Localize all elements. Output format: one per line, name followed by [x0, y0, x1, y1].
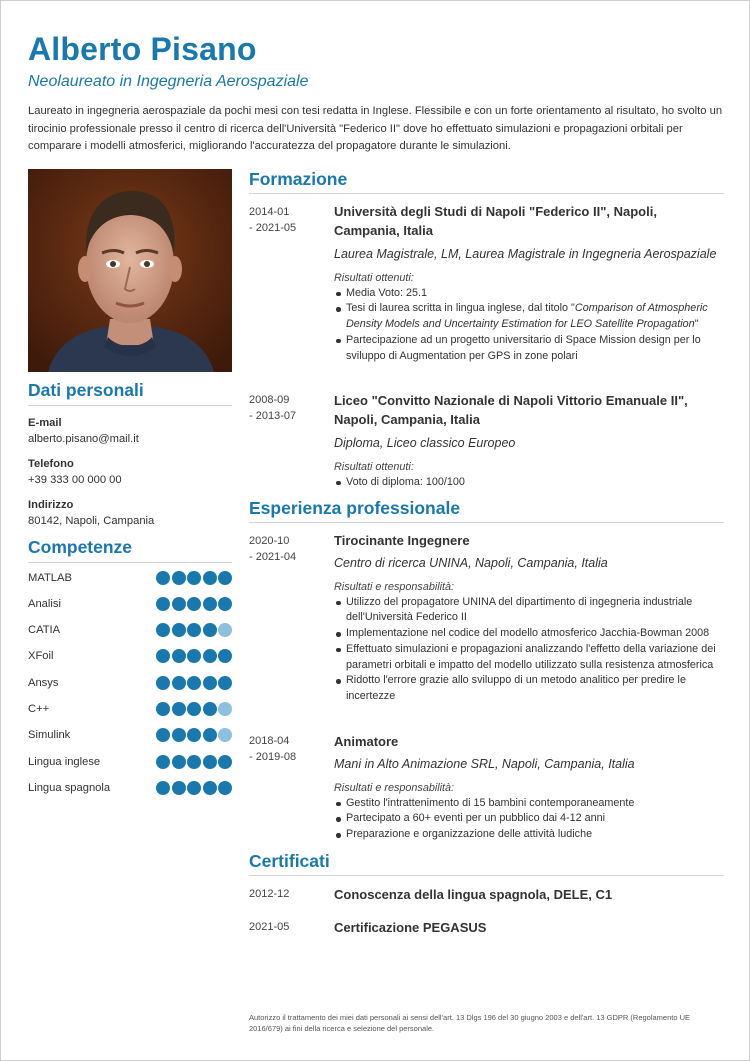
skill-level: [156, 623, 232, 637]
list-item: Partecipazione ad un progetto universitario di Space Mission design per lo sviluppo di Augmentation per GPS in zone polari: [334, 333, 726, 365]
degree-name: Diploma, Liceo classico Europeo: [334, 436, 516, 450]
institution-name: Liceo "Convitto Nazionale di Napoli Vittorio Emanuale II", Napoli, Campania, Italia: [334, 393, 688, 427]
address-label: Indirizzo: [28, 499, 74, 511]
skill-dot-filled: [187, 676, 201, 690]
personal-data-heading: Dati personali: [28, 380, 144, 400]
responsibilities-list: [334, 796, 726, 843]
skill-row: [28, 623, 232, 639]
skill-dot-filled: [156, 676, 170, 690]
certificate-date: 2012-12: [249, 888, 290, 900]
education-date: [249, 392, 296, 424]
list-item: Utilizzo del propagatore UNINA del dipartimento di ingegneria industriale dell'Università Federico II: [334, 595, 726, 627]
skill-dot-filled: [203, 676, 217, 690]
skill-level: [156, 676, 232, 690]
skill-dot-filled: [172, 571, 186, 585]
skill-dot-filled: [156, 702, 170, 716]
phone-label: Telefono: [28, 458, 74, 470]
skill-dot-filled: [187, 781, 201, 795]
skill-level: [156, 755, 232, 769]
skill-name: Simulink: [28, 729, 71, 741]
skill-dot-filled: [172, 676, 186, 690]
phone-value: +39 333 00 000 00: [28, 474, 122, 486]
responsibilities-label: Risultati e responsabilità:: [334, 781, 455, 794]
skill-dot-empty: [218, 702, 232, 716]
list-item: Tesi di laurea scritta in lingua inglese, dal titolo "Comparison of Atmospheric Density Models and Uncertainty Estimation for LEO Satellite Propagation": [334, 301, 726, 333]
skill-dot-filled: [156, 649, 170, 663]
skill-dot-filled: [172, 781, 186, 795]
skill-dot-filled: [172, 623, 186, 637]
skill-level: [156, 702, 232, 716]
skill-dot-filled: [156, 571, 170, 585]
skill-row: [28, 728, 232, 744]
skill-dot-filled: [187, 623, 201, 637]
education-entry: [334, 391, 726, 490]
skill-dot-filled: [203, 623, 217, 637]
skill-dot-filled: [218, 755, 232, 769]
skill-dot-filled: [203, 649, 217, 663]
email-value: alberto.pisano@mail.it: [28, 433, 139, 445]
results-list: [334, 475, 726, 491]
skill-dot-filled: [156, 755, 170, 769]
list-item: Voto di diploma: 100/100: [334, 475, 726, 491]
education-date: [249, 204, 296, 236]
skill-dot-filled: [187, 597, 201, 611]
divider: [28, 562, 232, 563]
list-item: Effettuato simulazioni e propagazioni analizzando l'effetto della variazione dei parametri orbitali e impatto del modello utilizzato sulla resistenza atmosferica: [334, 642, 726, 674]
degree-name: Laurea Magistrale, LM, Laurea Magistrale in Ingegneria Aerospaziale: [334, 247, 717, 261]
skill-dot-filled: [156, 597, 170, 611]
list-item: Partecipato a 60+ eventi per un pubblico dai 4-12 anni: [334, 811, 726, 827]
skill-name: CATIA: [28, 624, 61, 636]
skill-dot-filled: [172, 728, 186, 742]
education-entry: [334, 202, 726, 364]
list-item: Preparazione e organizzazione delle attività ludiche: [334, 827, 726, 843]
skill-row: [28, 597, 232, 613]
date-start: 2008-09: [249, 394, 290, 406]
skill-dot-filled: [172, 755, 186, 769]
skill-row: [28, 702, 232, 718]
skill-dot-filled: [203, 728, 217, 742]
skill-name: Ansys: [28, 677, 59, 689]
skill-level: [156, 728, 232, 742]
results-label: Risultati ottenuti:: [334, 271, 414, 284]
profile-summary: Laureato in ingegneria aerospaziale da pochi mesi con tesi redatta in Inglese. Flessibile e con un forte orientamento al risultato, ho svolto un tirocinio professionale presso il centro di ricerca dell'Università "Federico II" dove ho effettuato simulazioni e propagazioni orbitali per comparare i modelli atmosferici, migliorando l'accuratezza del propagatore durante le simulazioni.: [28, 105, 723, 152]
divider: [249, 522, 724, 523]
responsibilities-label: Risultati e responsabilità:: [334, 580, 455, 593]
skill-level: [156, 571, 232, 585]
experience-entry: [334, 531, 726, 705]
certificate-title: Certificazione PEGASUS: [334, 920, 487, 935]
list-item: Media Voto: 25.1: [334, 286, 726, 302]
skill-dot-empty: [218, 623, 232, 637]
results-label: Risultati ottenuti:: [334, 460, 414, 473]
skill-dot-filled: [187, 755, 201, 769]
skills-heading: Competenze: [28, 537, 133, 557]
skill-level: [156, 781, 232, 795]
skill-name: Lingua spagnola: [28, 782, 111, 794]
skill-dot-filled: [218, 781, 232, 795]
skill-dot-filled: [187, 728, 201, 742]
skill-dot-filled: [156, 623, 170, 637]
skill-name: MATLAB: [28, 572, 72, 584]
thesis-title: Comparison of Atmospheric Density Models and Uncertainty Estimation for LEO Satellite Propagation: [346, 302, 708, 331]
experience-heading: Esperienza professionale: [249, 498, 461, 518]
date-end: - 2013-07: [249, 410, 297, 422]
skill-dot-filled: [218, 597, 232, 611]
skill-dot-filled: [156, 781, 170, 795]
company-name: Mani in Alto Animazione SRL, Napoli, Campania, Italia: [334, 757, 635, 771]
list-item: Gestito l'intrattenimento di 15 bambini contemporaneamente: [334, 796, 726, 812]
email-label: E-mail: [28, 417, 62, 429]
skill-dot-filled: [172, 702, 186, 716]
list-item: Ridotto l'errore grazie allo sviluppo di un metodo analitico per predire le incertezze: [334, 673, 726, 705]
company-name: Centro di ricerca UNINA, Napoli, Campania, Italia: [334, 556, 608, 570]
skill-dot-filled: [203, 781, 217, 795]
skill-dot-filled: [203, 571, 217, 585]
certificates-heading: Certificati: [249, 851, 330, 871]
skill-dot-filled: [187, 702, 201, 716]
job-title: Animatore: [334, 734, 399, 749]
education-heading: Formazione: [249, 169, 348, 189]
skill-name: Analisi: [28, 598, 61, 610]
candidate-name: Alberto Pisano: [28, 31, 257, 67]
responsibilities-list: [334, 595, 726, 706]
date-end: - 2019-08: [249, 751, 297, 763]
experience-date: [249, 733, 296, 765]
skill-name: Lingua inglese: [28, 756, 101, 768]
skill-name: C++: [28, 703, 50, 715]
privacy-consent-note: Autorizzo il trattamento dei miei dati personali ai sensi dell'art. 13 Dlgs 196 del 30 giugno 2003 e dell'art. 13 GDPR (Regolamento UE 2016/679) ai fini della ricerca e selezione del personale.: [249, 1013, 691, 1033]
date-start: 2020-10: [249, 535, 290, 547]
skill-row: [28, 755, 232, 771]
skill-level: [156, 597, 232, 611]
skill-dot-filled: [203, 755, 217, 769]
skill-row: [28, 649, 232, 665]
skill-dot-filled: [218, 571, 232, 585]
skill-dot-filled: [203, 597, 217, 611]
skill-dot-empty: [218, 728, 232, 742]
date-end: - 2021-05: [249, 222, 297, 234]
skill-dot-filled: [172, 649, 186, 663]
skill-dot-filled: [156, 728, 170, 742]
experience-entry: [334, 732, 726, 843]
skill-dot-filled: [187, 649, 201, 663]
skill-dot-filled: [203, 702, 217, 716]
skill-level: [156, 649, 232, 663]
skill-row: [28, 571, 232, 587]
skill-row: [28, 676, 232, 692]
divider: [28, 405, 232, 406]
skill-dot-filled: [218, 676, 232, 690]
skill-dot-filled: [187, 571, 201, 585]
experience-date: [249, 533, 296, 565]
institution-name: Università degli Studi di Napoli "Federico II", Napoli, Campania, Italia: [334, 204, 657, 238]
skill-row: [28, 781, 232, 797]
skill-dot-filled: [218, 649, 232, 663]
address-value: 80142, Napoli, Campania: [28, 515, 155, 527]
date-end: - 2021-04: [249, 551, 297, 563]
date-start: 2014-01: [249, 206, 290, 218]
skill-name: XFoil: [28, 650, 54, 662]
portrait-image: [28, 169, 232, 372]
date-start: 2018-04: [249, 735, 290, 747]
divider: [249, 875, 724, 876]
results-list: [334, 286, 726, 365]
profile-photo: [28, 169, 232, 372]
list-item: Implementazione nel codice del modello atmosferico Jacchia-Bowman 2008: [334, 626, 726, 642]
certificate-date: 2021-05: [249, 921, 290, 933]
skill-dot-filled: [172, 597, 186, 611]
certificate-title: Conoscenza della lingua spagnola, DELE, C1: [334, 887, 613, 902]
divider: [249, 193, 724, 194]
job-title: Tirocinante Ingegnere: [334, 533, 470, 548]
candidate-title: Neolaureato in Ingegneria Aerospaziale: [28, 73, 309, 90]
